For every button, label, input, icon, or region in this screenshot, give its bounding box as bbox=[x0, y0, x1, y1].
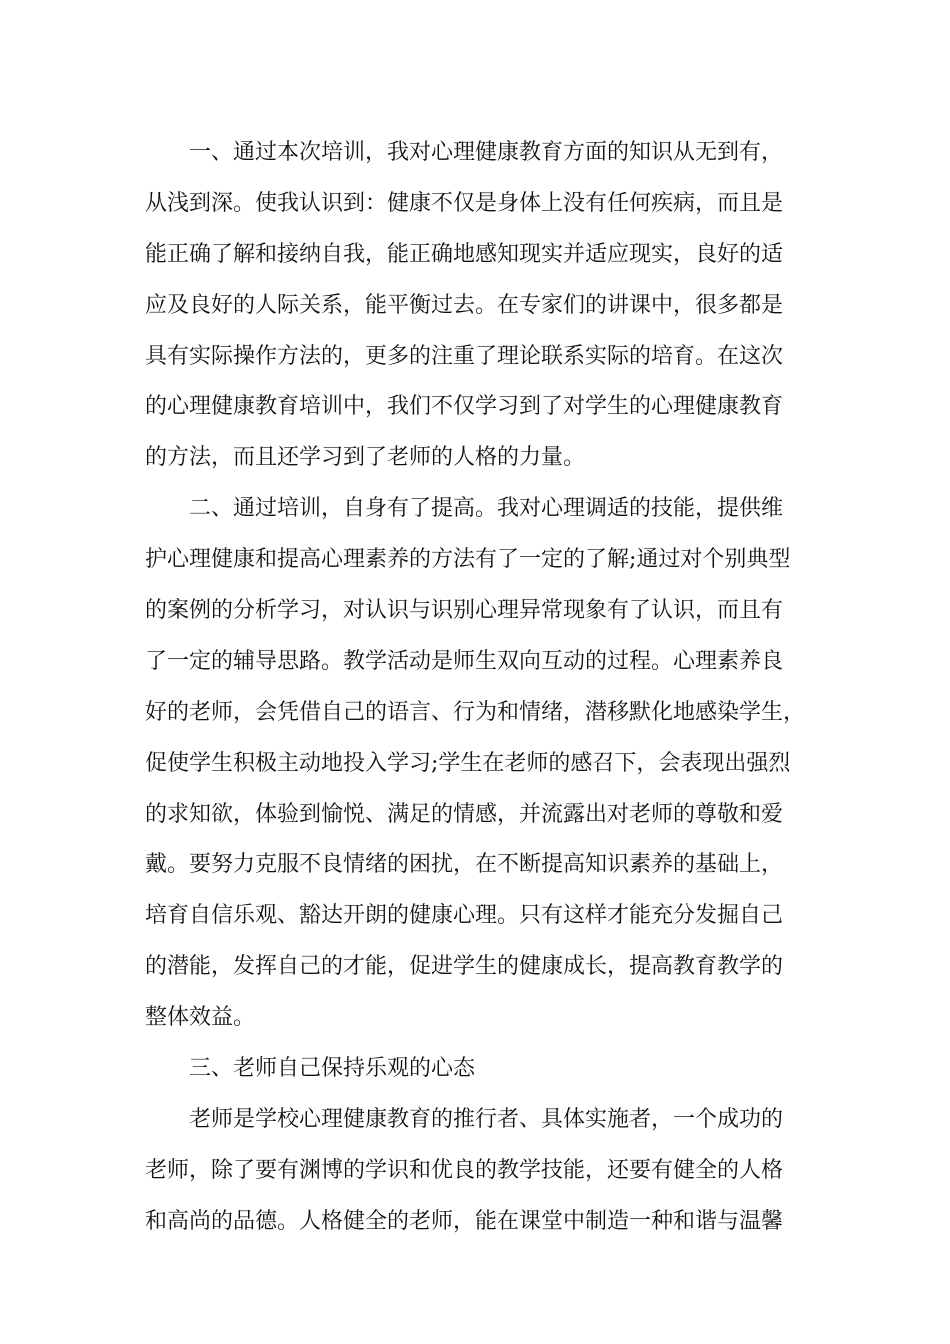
text-line: 老师，除了要有渊博的学识和优良的教学技能，还要有健全的人格 bbox=[145, 1157, 784, 1183]
text-line: 戴。要努力克服不良情绪的困扰，在不断提高知识素养的基础上， bbox=[145, 852, 784, 878]
text-line: 的案例的分析学习，对认识与识别心理异常现象有了认识，而且有 bbox=[145, 598, 784, 624]
text-line: 一、通过本次培训，我对心理健康教育方面的知识从无到有， bbox=[189, 140, 784, 165]
text-line: 的心理健康教育培训中，我们不仅学习到了对学生的心理健康教育 bbox=[145, 394, 784, 420]
text-line: 培育自信乐观、豁达开朗的健康心理。只有这样才能充分发掘自己 bbox=[145, 903, 784, 929]
text-line: 的求知欲，体验到愉悦、满足的情感，并流露出对老师的尊敬和爱 bbox=[145, 801, 784, 827]
text-line: 护心理健康和提高心理素养的方法有了一定的了解;通过对个别典型 bbox=[145, 547, 791, 573]
text-line: 的方法，而且还学习到了老师的人格的力量。 bbox=[145, 445, 586, 471]
text-line: 好的老师，会凭借自己的语言、行为和情绪，潜移默化地感染学生， bbox=[145, 699, 806, 725]
text-line: 的潜能，发挥自己的才能，促进学生的健康成长，提高教育教学的 bbox=[145, 954, 784, 980]
text-line: 和高尚的品德。人格健全的老师，能在课堂中制造一种和谐与温馨 bbox=[145, 1208, 784, 1234]
text-line: 二、通过培训，自身有了提高。我对心理调适的技能，提供维 bbox=[189, 496, 784, 522]
text-line: 能正确了解和接纳自我，能正确地感知现实并适应现实，良好的适 bbox=[145, 241, 784, 267]
text-line: 应及良好的人际关系，能平衡过去。在专家们的讲课中，很多都是 bbox=[145, 292, 784, 318]
document-body bbox=[145, 128, 835, 1248]
text-line: 促使学生积极主动地投入学习;学生在老师的感召下，会表现出强烈 bbox=[145, 750, 791, 776]
text-line: 了一定的辅导思路。教学活动是师生双向互动的过程。心理素养良 bbox=[145, 648, 784, 674]
text-line: 从浅到深。使我认识到：健康不仅是身体上没有任何疾病，而且是 bbox=[145, 190, 784, 216]
text-line: 三、老师自己保持乐观的心态 bbox=[189, 1056, 476, 1082]
text-line: 整体效益。 bbox=[145, 1005, 256, 1031]
text-line: 具有实际操作方法的，更多的注重了理论联系实际的培育。在这次 bbox=[145, 343, 784, 369]
text-line: 老师是学校心理健康教育的推行者、具体实施者，一个成功的 bbox=[189, 1106, 784, 1132]
